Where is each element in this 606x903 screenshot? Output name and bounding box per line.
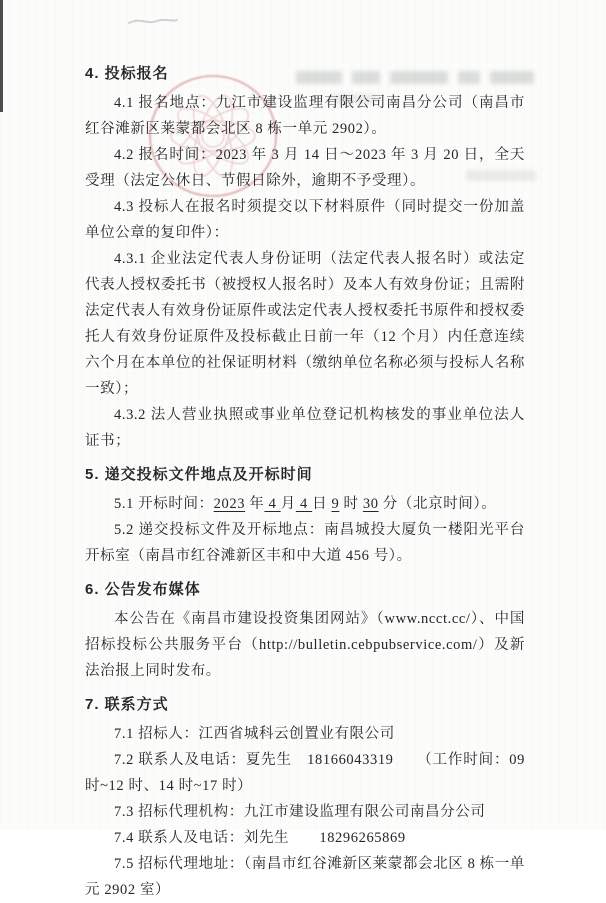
text-segment: 日 — [312, 496, 332, 512]
pencil-squiggle-mark — [127, 14, 179, 30]
scan-edge-artifact — [0, 0, 3, 112]
para-7-5-agency-address: 7.5 招标代理地址：（南昌市红谷滩新区莱蒙都会北区 8 栋一单元 2902 室） — [85, 856, 525, 898]
para-4-2-registration-time: 4.2 报名时间：2023 年 3 月 14 日～2023 年 3 月 20 日，全天受理（法定公休日、节假日除外，逾期不予受理）。 — [85, 147, 525, 189]
underlined-day: 4 — [295, 496, 313, 512]
para-5-2-submission-place: 5.2 递交投标文件及开标地点：南昌城投大厦负一楼阳光平台开标室（南昌市红谷滩新区丰和中大道 456 号）。 — [85, 522, 525, 564]
para-4-3-required-materials: 4.3 投标人在报名时须提交以下材料原件（同时提交一份加盖单位公章的复印件）： — [85, 199, 525, 241]
document-body — [85, 64, 530, 903]
section-heading: 5. 递交投标文件地点及开标时间 — [85, 466, 313, 483]
para-7-4-agency-contact-phone: 7.4 联系人及电话：刘先生 18296265869 — [114, 830, 406, 846]
para-5-1-bid-opening-time — [85, 491, 525, 517]
para-7-3-agency: 7.3 招标代理机构：九江市建设监理有限公司南昌分公司 — [114, 804, 486, 820]
para-4-3-2-business-license: 4.3.2 法人营业执照或事业单位登记机构核发的事业单位法人证书； — [85, 407, 525, 449]
para-7-2-contact-phone: 7.2 联系人及电话：夏先生 18166043319 （工作时间：09 时~12 时、14 时~17 时） — [85, 752, 530, 794]
para-6-media-list: 本公告在《南昌市建设投资集团网站》（www.ncct.cc/）、中国招标投标公共服务平台（http://bulletin.cebpubservice.com/）及新法治报上同时发布。 — [85, 611, 525, 679]
section-bid-submission — [85, 465, 525, 569]
underlined-month: 4 — [264, 496, 281, 512]
text-segment: 年 — [245, 496, 265, 512]
text-segment: 5.1 开标时间： — [114, 496, 214, 512]
para-4-1-registration-place: 4.1 报名地点：九江市建设监理有限公司南昌分公司（南昌市红谷滩新区莱蒙都会北区 8 栋一单元 2902）。 — [85, 95, 525, 137]
para-4-3-1-identity-documents: 4.3.1 企业法定代表人身份证明（法定代表人报名时）或法定代表人授权委托书（被授权人报名时）及本人有效身份证；且需附法定代表人有效身份证原件或法定代表人授权委托书原件和授权委托人有效身份证原件及投标截止日前一年（12 个月）内任意连续六个月在本单位的社保证明材料（缴纳单位名称必须与投标人名称一致）； — [85, 251, 525, 397]
section-bid-registration — [85, 64, 525, 454]
section-announcement-media — [85, 580, 525, 684]
text-segment: 月 — [280, 496, 296, 512]
section-heading: 4. 投标报名 — [85, 65, 169, 82]
underlined-year: 2023 — [213, 496, 246, 512]
underlined-hour: 9 — [331, 496, 340, 512]
section-contact-info — [85, 695, 530, 903]
text-segment: 时 — [339, 496, 363, 512]
para-7-1-tenderer: 7.1 招标人：江西省城科云创置业有限公司 — [114, 726, 395, 742]
section-heading: 6. 公告发布媒体 — [85, 581, 201, 598]
text-segment: 分（北京时间）。 — [378, 496, 497, 512]
underlined-minute: 30 — [362, 496, 379, 512]
section-heading: 7. 联系方式 — [85, 696, 169, 713]
